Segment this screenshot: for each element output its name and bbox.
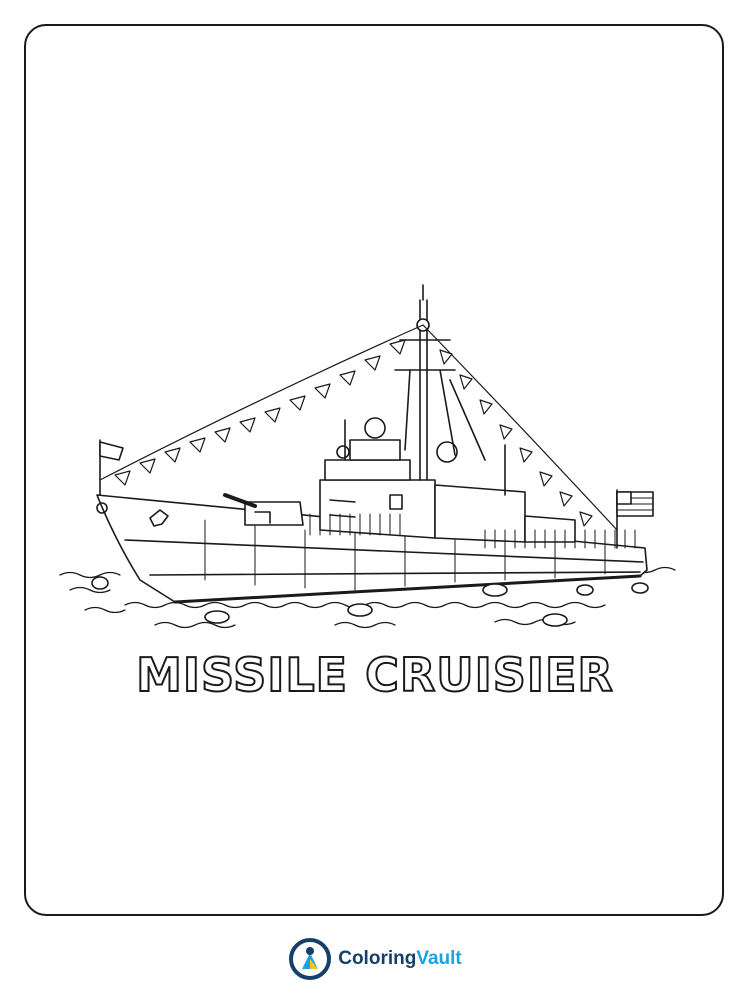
ship-illustration (55, 280, 695, 640)
coloringvault-logo-icon (288, 937, 332, 981)
flag-icon (100, 440, 123, 495)
brand-footer[interactable] (0, 936, 750, 982)
brand-name (338, 948, 462, 970)
brand-name-part2: Vault (416, 948, 462, 969)
page-title: MISSILE CRUISIER (136, 648, 614, 702)
brand-name-part1: Coloring (338, 948, 417, 969)
superstructure (320, 418, 575, 542)
